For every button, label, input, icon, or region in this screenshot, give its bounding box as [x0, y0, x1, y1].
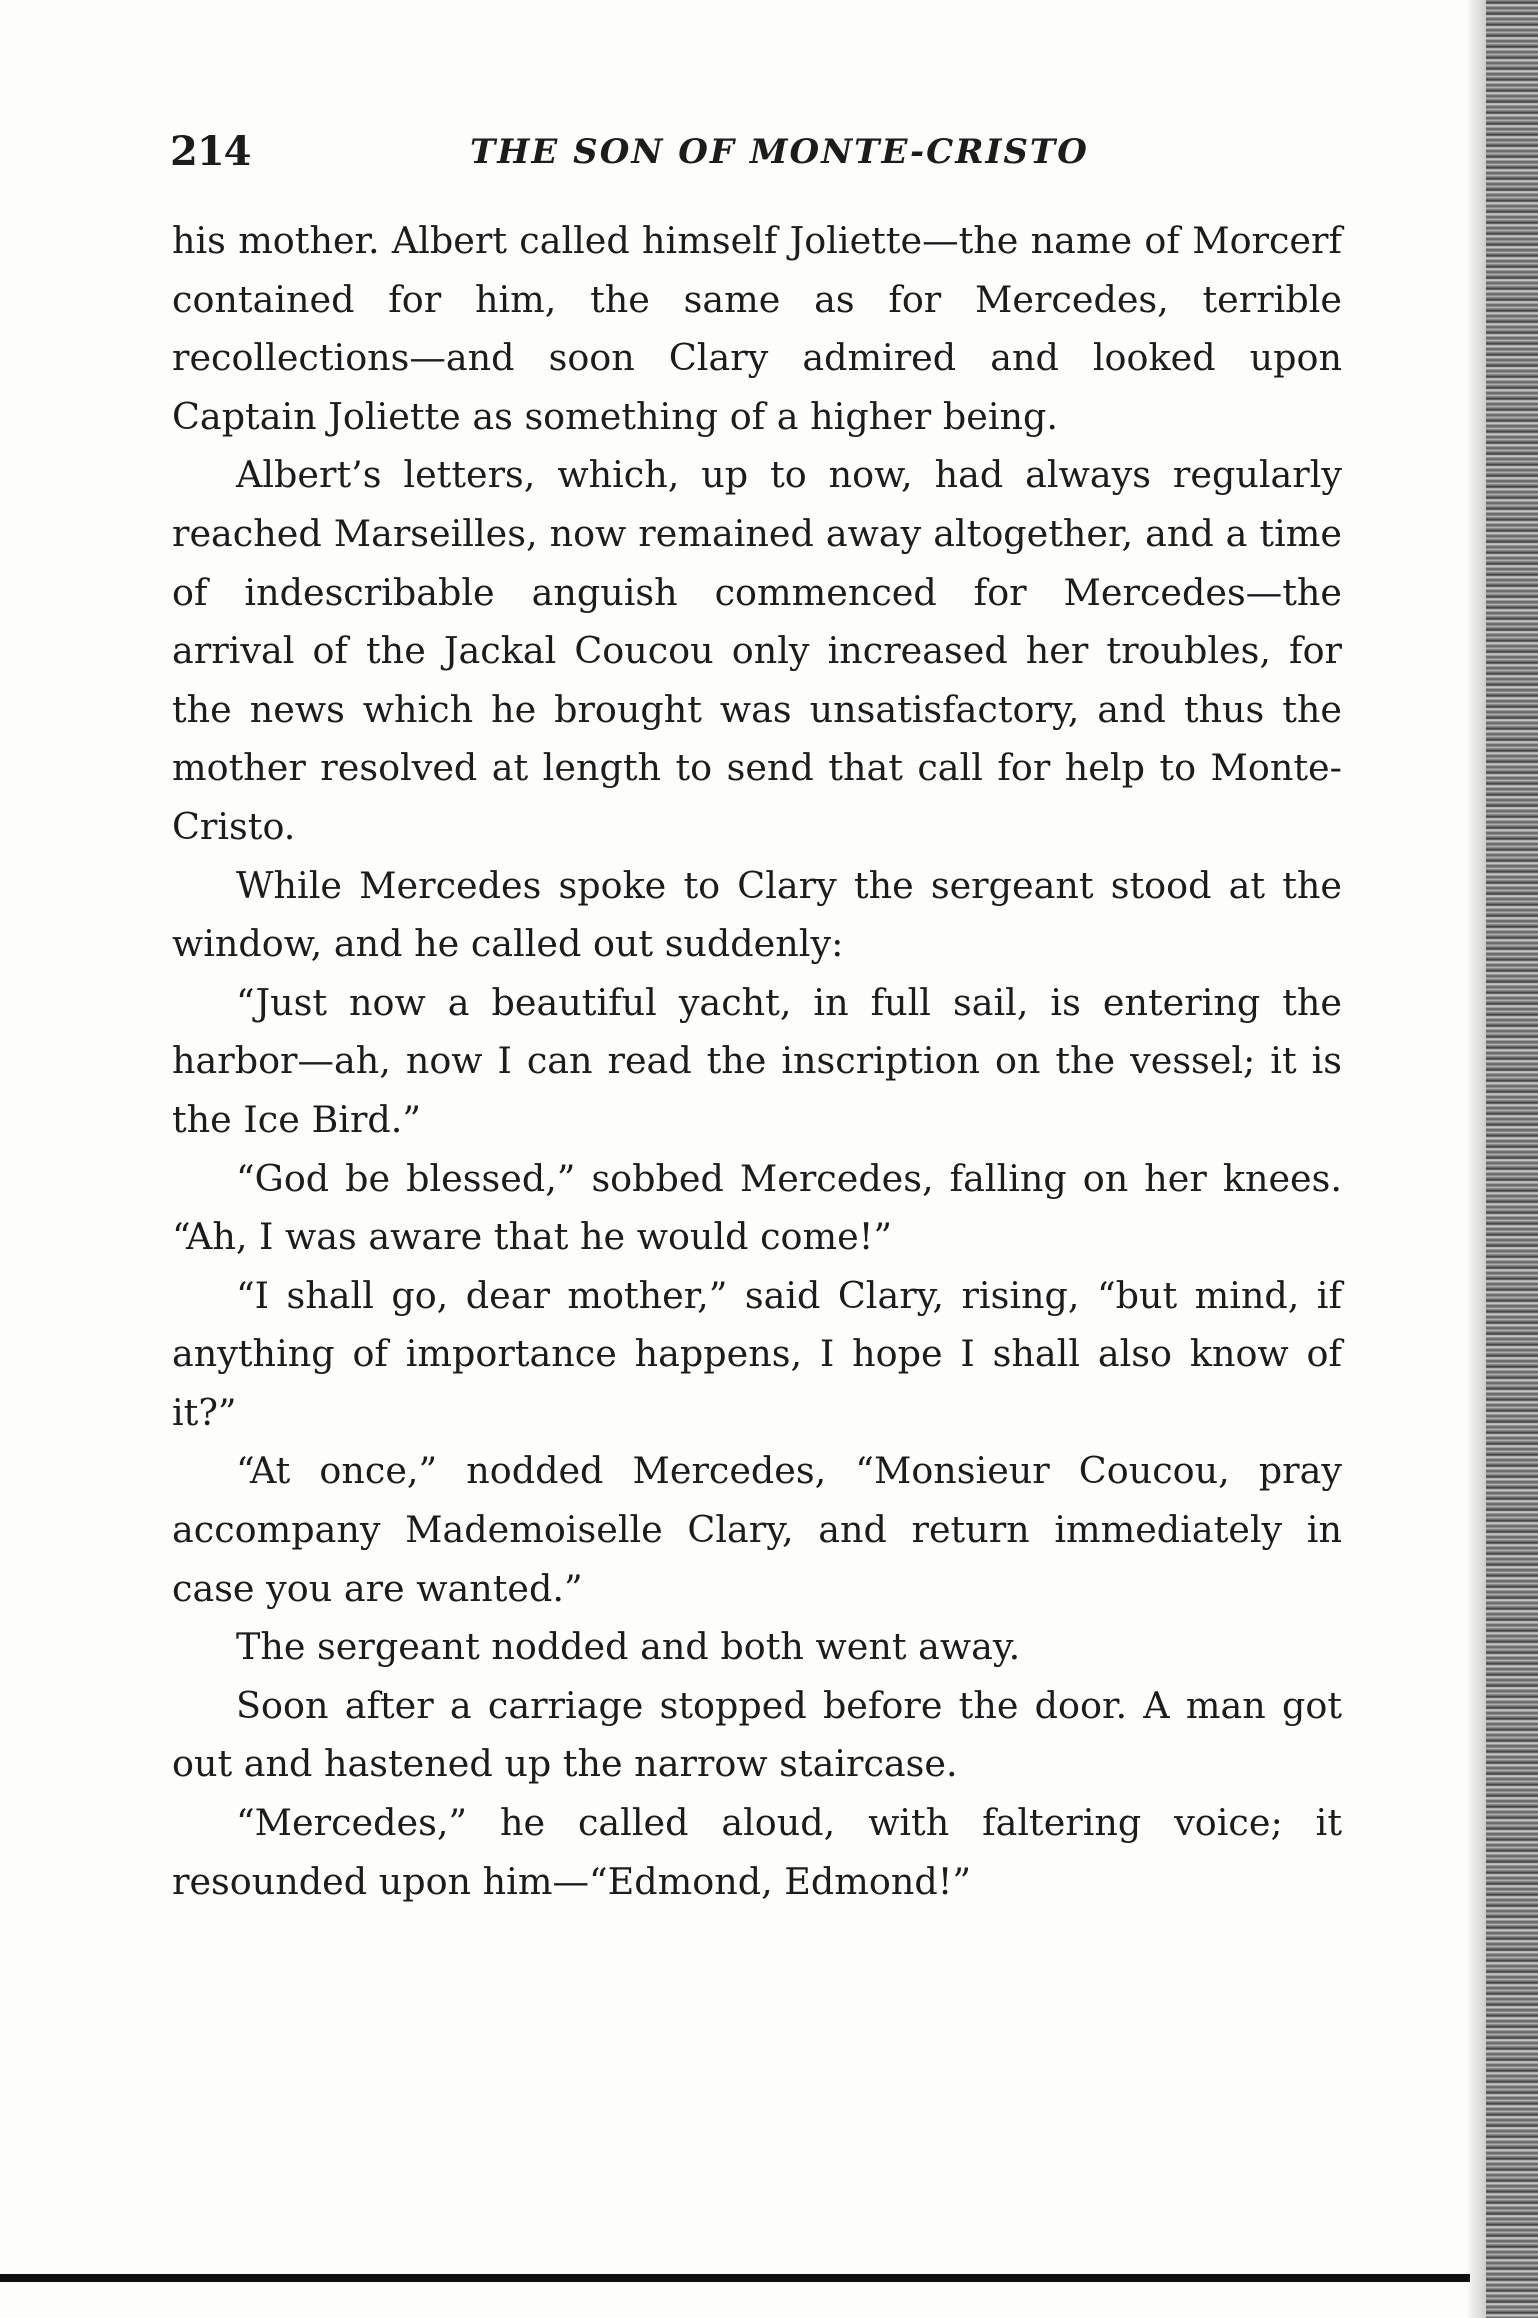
- bottom-rule: [0, 2274, 1470, 2282]
- paragraph: “God be blessed,” sobbed Mercedes, falling on her knees. “Ah, I was aware that he would come!”: [172, 1156, 1342, 1259]
- paragraph: “I shall go, dear mother,” said Clary, rising, “but mind, if anything of importance happens, I hope I shall also know of it?”: [172, 1273, 1342, 1434]
- page-edge-shadow: [1466, 0, 1486, 2318]
- paragraph: “At once,” nodded Mercedes, “Monsieur Coucou, pray accompany Mademoiselle Clary, and return immediately in case you are wanted.”: [172, 1449, 1342, 1610]
- paragraph: “Just now a beautiful yacht, in full sail, is entering the harbor—ah, now I can read the inscription on the vessel; it is the Ice Bird.”: [172, 980, 1342, 1141]
- body-text: [172, 212, 1342, 1911]
- running-title: THE SON OF MONTE-CRISTO: [470, 132, 1089, 172]
- paragraph: his mother. Albert called himself Joliette—the name of Morcerf contained for him, the same as for Mercedes, terrible recollections—and soon Clary admired and looked upon Captain Joliette as something of a higher being.: [172, 219, 1342, 438]
- paragraph: The sergeant nodded and both went away.: [236, 1625, 1021, 1669]
- paragraph: Soon after a carriage stopped before the door. A man got out and hastened up the narrow staircase.: [172, 1683, 1342, 1786]
- page-header: [170, 128, 1345, 188]
- paragraph: Albert’s letters, which, up to now, had always regularly reached Marseilles, now remained away altogether, and a time of indescribable anguish commenced for Mercedes—the arrival of the Jackal Coucou only increased her troubles, for the news which he brought was unsatisfactory, and thus the mother resolved at length to send that call for help to Monte-Cristo.: [172, 453, 1342, 848]
- paragraph: While Mercedes spoke to Clary the sergeant stood at the window, and he called out suddenly:: [172, 863, 1342, 966]
- page-edge: [1486, 0, 1538, 2318]
- paragraph: “Mercedes,” he called aloud, with faltering voice; it resounded upon him—“Edmond, Edmond!”: [172, 1801, 1342, 1903]
- page-number: 214: [170, 128, 251, 175]
